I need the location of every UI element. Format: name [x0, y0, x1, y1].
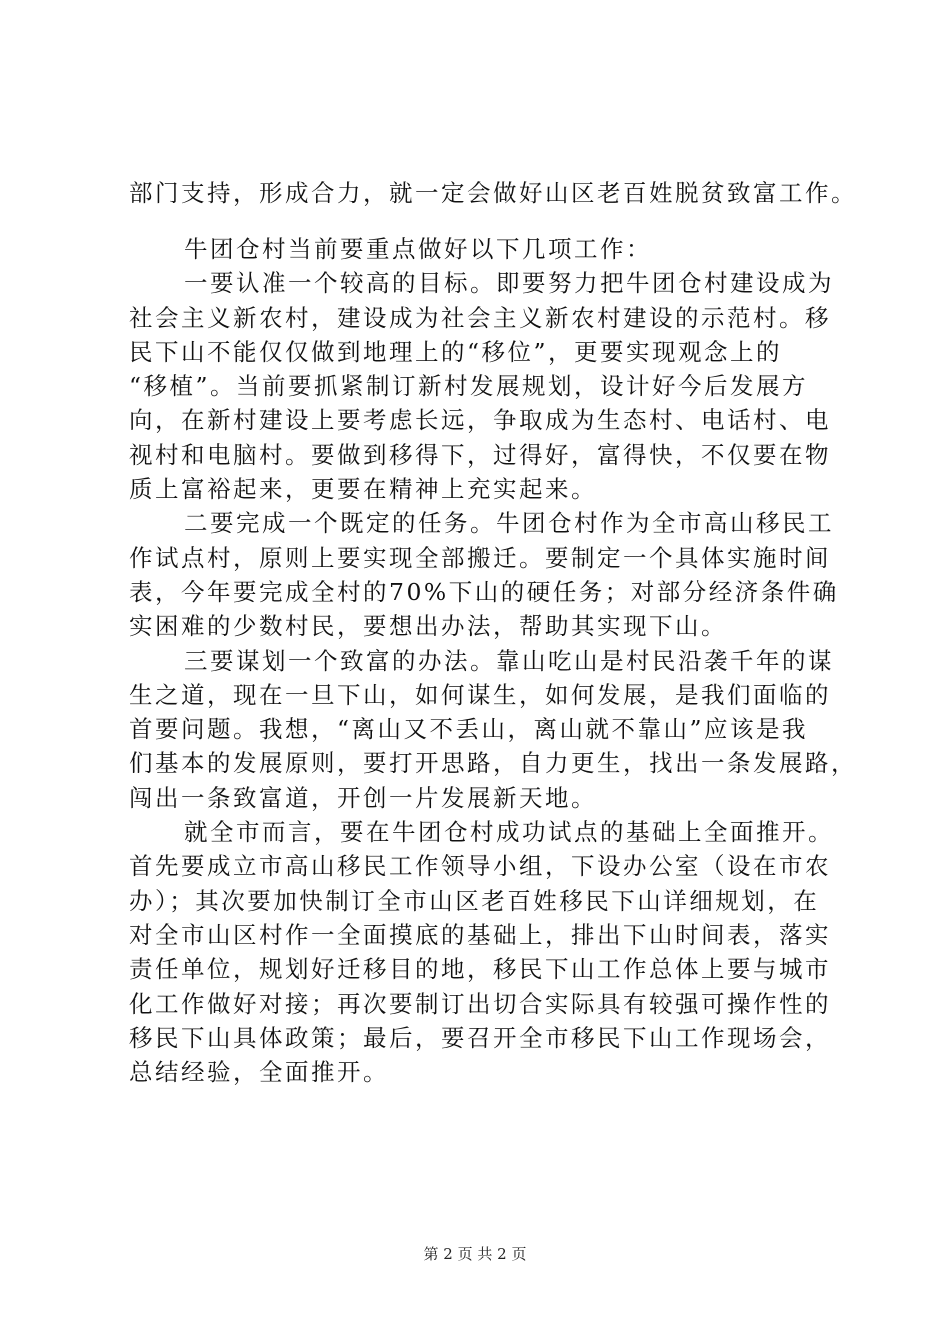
text-line: 闯出一条致富道，开创一片发展新天地。 [129, 783, 597, 812]
text-line: 办）；其次要加快制订全市山区老百姓移民下山详细规划，在 [129, 886, 820, 915]
text-line: 首先要成立市高山移民工作领导小组，下设办公室（设在市农 [129, 852, 831, 881]
text-line: 实困难的少数村民，要想出办法，帮助其实现下山。 [129, 612, 727, 641]
text-line: 二要完成一个既定的任务。牛团仓村作为全市高山移民工 [184, 509, 834, 538]
text-line: 社会主义新农村，建设成为社会主义新农村建设的示范村。移 [129, 303, 831, 332]
text-line: 就全市而言，要在牛团仓村成功试点的基础上全面推开。 [184, 818, 834, 847]
text-line: 三要谋划一个致富的办法。靠山吃山是村民沿袭千年的谋 [184, 646, 834, 675]
text-line: 表，今年要完成全村的70%下山的硬任务；对部分经济条件确 [129, 577, 839, 606]
text-line: 对全市山区村作一全面摸底的基础上，排出下山时间表，落实 [129, 920, 831, 949]
text-line: 化工作做好对接；再次要制订出切合实际具有较强可操作性的 [129, 989, 831, 1018]
text-line: 作试点村，原则上要实现全部搬迁。要制定一个具体实施时间 [129, 543, 831, 572]
top-paragraph [129, 176, 857, 210]
section-intro: 牛团仓村当前要重点做好以下几项工作： [184, 235, 652, 263]
page-number-footer: 第 2 页 共 2 页 [423, 1245, 527, 1263]
main-body [129, 232, 857, 1089]
text-line: 移民下山具体政策；最后，要召开全市移民下山工作现场会， [129, 1023, 831, 1052]
text-line: 责任单位，规划好迁移目的地，移民下山工作总体上要与城市 [129, 955, 831, 984]
text-line: 向，在新村建设上要考虑长远，争取成为生态村、电话村、电 [129, 406, 831, 435]
text-line: 民下山不能仅仅做到地理上的“移位”，更要实现观念上的 [129, 337, 783, 366]
text-line: 视村和电脑村。要做到移得下，过得好，富得快，不仅要在物 [129, 440, 831, 469]
text-line: 首要问题。我想，“离山又不丢山，离山就不靠山”应该是我 [129, 715, 809, 744]
text-line: “移植”。当前要抓紧制订新村发展规划，设计好今后发展方 [129, 372, 809, 401]
text-line: 们基本的发展原则，要打开思路，自力更生，找出一条发展路， [129, 749, 857, 778]
text-line: 一要认准一个较高的目标。即要努力把牛团仓村建设成为 [184, 269, 834, 298]
text-line: 质上富裕起来，更要在精神上充实起来。 [129, 475, 597, 504]
text-line: 生之道，现在一旦下山，如何谋生，如何发展，是我们面临的 [129, 680, 831, 709]
text-line: 总结经验，全面推开。 [129, 1058, 389, 1087]
text-line: 部门支持，形成合力，就一定会做好山区老百姓脱贫致富工作。 [129, 179, 857, 207]
